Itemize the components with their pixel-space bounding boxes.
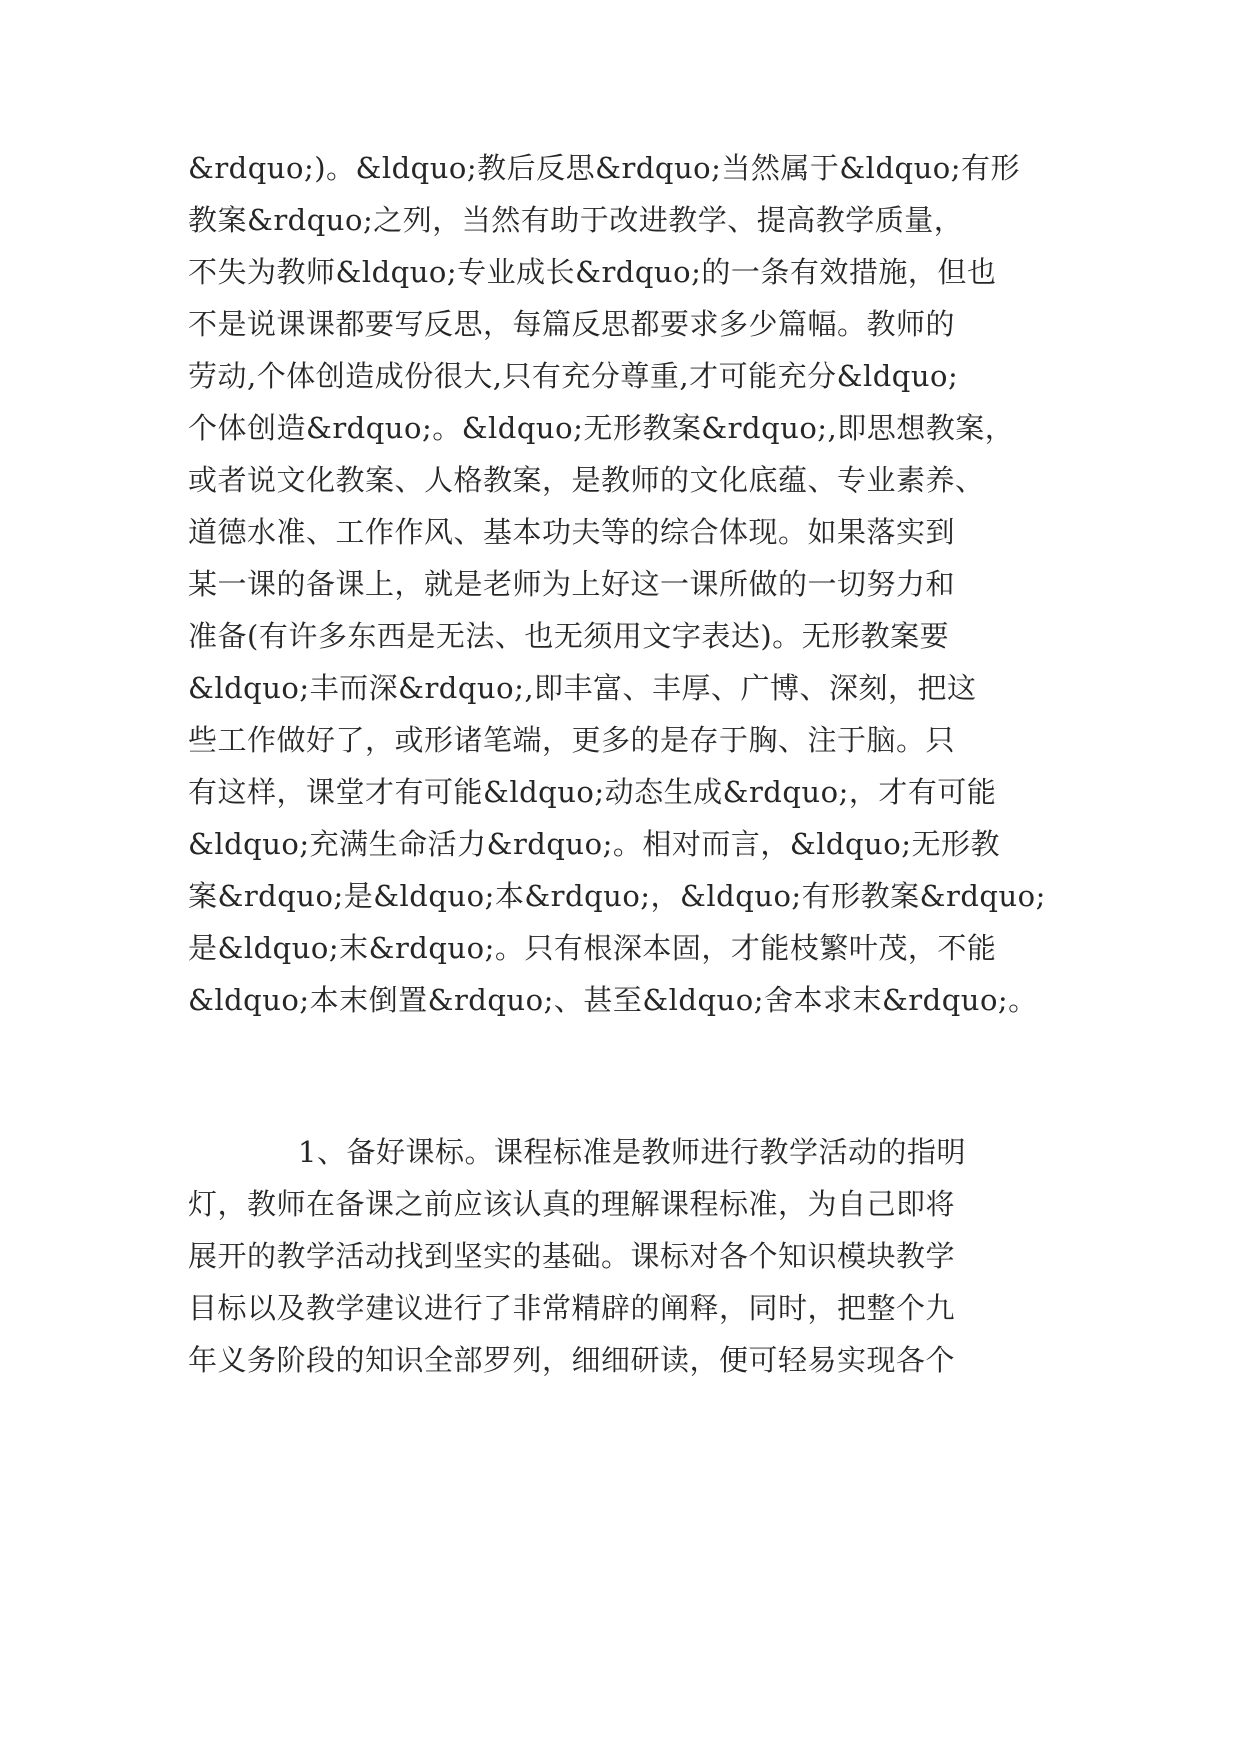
text-line: 准备(有许多东西是无法、也无须用文字表达)。无形教案要 (188, 619, 950, 653)
text-line: 是&ldquo;末&rdquo;。只有根深本固，才能枝繁叶茂，不能 (188, 931, 997, 965)
text-line: 不是说课课都要写反思，每篇反思都要求多少篇幅。教师的 (188, 307, 956, 341)
text-line: 个体创造&rdquo;。&ldquo;无形教案&rdquo;,即思想教案， (188, 411, 1015, 445)
text-line: 劳动,个体创造成份很大,只有充分尊重,才可能充分&ldquo; (188, 359, 959, 393)
text-line: &rdquo;)。&ldquo;教后反思&rdquo;当然属于&ldquo;有形 (188, 151, 1020, 185)
text-line: 有这样，课堂才有可能&ldquo;动态生成&rdquo;，才有可能 (188, 775, 997, 809)
text-line: 道德水准、工作作风、基本功夫等的综合体现。如果落实到 (188, 515, 956, 549)
text-line: &ldquo;充满生命活力&rdquo;。相对而言，&ldquo;无形教 (188, 827, 1000, 861)
text-line: &ldquo;丰而深&rdquo;,即丰富、丰厚、广博、深刻，把这 (188, 671, 977, 705)
text-line: 目标以及教学建议进行了非常精辟的阐释，同时，把整个九 (188, 1291, 956, 1325)
text-line: 或者说文化教案、人格教案，是教师的文化底蕴、专业素养、 (188, 463, 985, 497)
text-line: &ldquo;本末倒置&rdquo;、甚至&ldquo;舍本求末&rdquo;。 (188, 983, 1038, 1017)
text-line: 展开的教学活动找到坚实的基础。课标对各个知识模块教学 (188, 1239, 956, 1273)
text-line: 案&rdquo;是&ldquo;本&rdquo;，&ldquo;有形教案&rdquo; (188, 879, 1046, 913)
text-line: 灯，教师在备课之前应该认真的理解课程标准，为自己即将 (188, 1187, 956, 1221)
text-line: 某一课的备课上，就是老师为上好这一课所做的一切努力和 (188, 567, 956, 601)
text-line: 年义务阶段的知识全部罗列，细细研读，便可轻易实现各个 (188, 1343, 956, 1377)
text-line: 教案&rdquo;之列，当然有助于改进教学、提高教学质量， (188, 203, 964, 237)
text-line: 些工作做好了，或形诸笔端，更多的是存于胸、注于脑。只 (188, 723, 956, 757)
text-line: 不失为教师&ldquo;专业成长&rdquo;的一条有效措施，但也 (188, 255, 997, 289)
text-line: 1、备好课标。课程标准是教师进行教学活动的指明 (298, 1135, 966, 1169)
